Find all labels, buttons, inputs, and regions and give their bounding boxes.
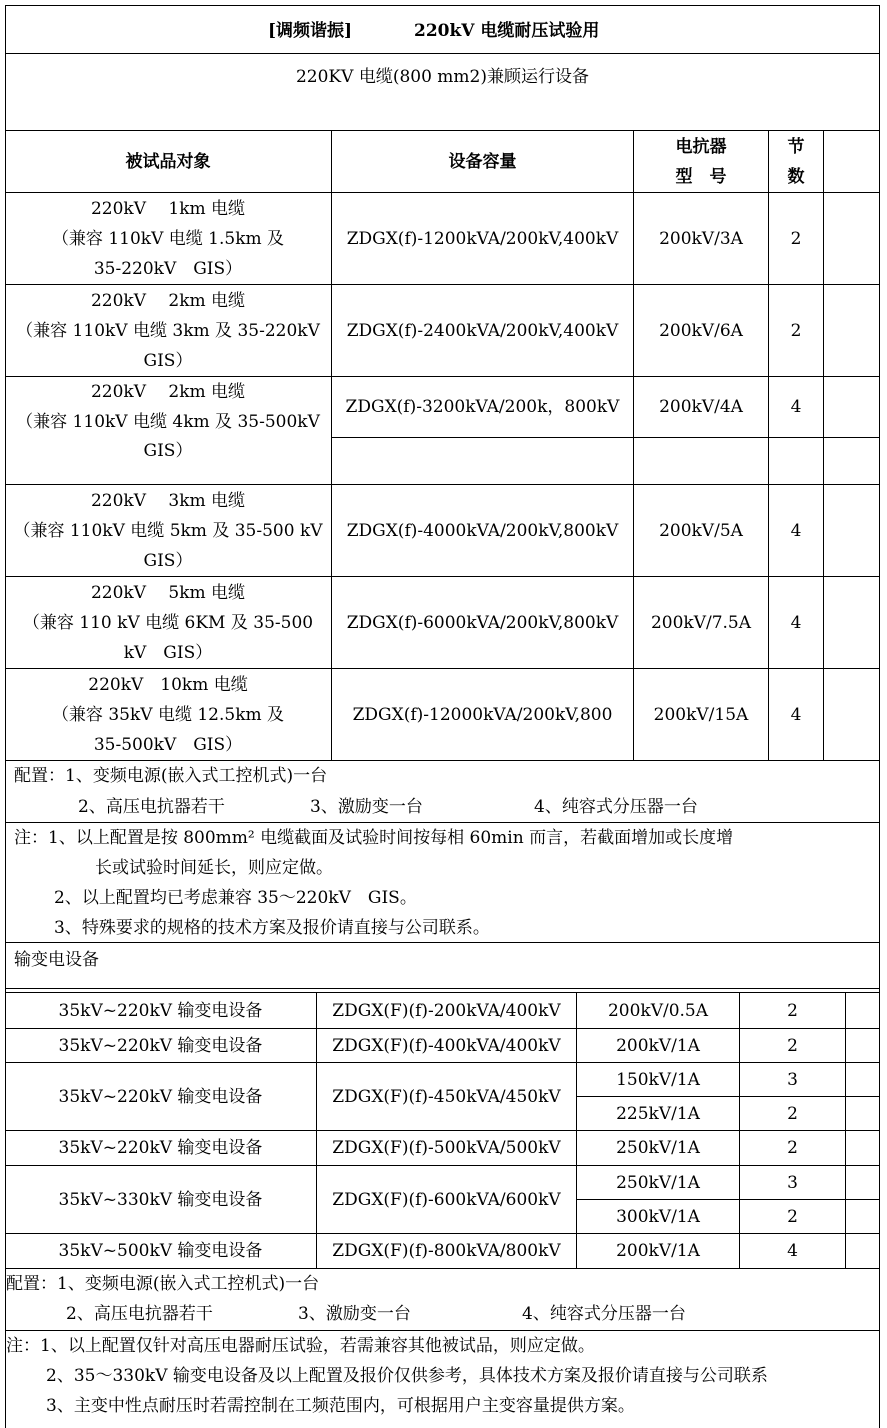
reactor-cell: 200kV/1A bbox=[616, 1035, 700, 1056]
note-line: 3、主变中性点耐压时若需控制在工频范围内，可根据用户主变容量提供方案。 bbox=[46, 1396, 635, 1416]
capacity-cell: ZDGX(f)-6000kVA/200kV,800kV bbox=[346, 612, 619, 633]
table-row: 220kV 10km 电缆 （兼容 35kV 电缆 12.5km 及 35-500kV GIS） bbox=[51, 674, 285, 755]
capacity-cell: ZDGX(f)-12000kVA/200kV,800 bbox=[352, 704, 613, 725]
note-line: 注：1、以上配置仅针对高压电器耐压试验，若需兼容其他被试品，则应定做。 bbox=[6, 1336, 595, 1356]
column-header-object: 被试品对象 bbox=[125, 151, 211, 172]
table-row: 35kV~220kV 输变电设备 bbox=[58, 1035, 263, 1056]
config-item: 3、激励变一台 bbox=[298, 1304, 411, 1324]
reactor-cell: 200kV/3A bbox=[659, 228, 743, 249]
capacity-cell: ZDGX(F)(f)-200kVA/400kV bbox=[332, 1000, 561, 1021]
note-line: 2、35～330kV 输变电设备及以上配置及报价仅供参考，具体技术方案及报价请直接与公司联系 bbox=[46, 1366, 768, 1386]
sections-cell: 4 bbox=[790, 520, 802, 541]
table-row: 220kV 3km 电缆 （兼容 110kV 电缆 5km 及 35-500 kV GIS） bbox=[13, 490, 323, 571]
sections-cell: 3 bbox=[787, 1069, 798, 1090]
reactor-cell: 200kV/1A bbox=[616, 1241, 700, 1261]
config-item: 2、高压电抗器若干 bbox=[66, 1304, 213, 1324]
sections-cell: 2 bbox=[790, 320, 802, 341]
config-line: 配置：1、变频电源(嵌入式工控机式)一台 bbox=[14, 766, 328, 786]
page-title: 220kV 电缆耐压试验用 bbox=[414, 21, 600, 41]
capacity-cell: ZDGX(F)(f)-500kVA/500kV bbox=[332, 1138, 561, 1158]
table-row: 35kV~330kV 输变电设备 bbox=[58, 1189, 263, 1210]
reactor-cell: 200kV/0.5A bbox=[607, 1000, 709, 1021]
reactor-cell: 200kV/15A bbox=[653, 704, 749, 725]
config-line: 配置：1、变频电源(嵌入式工控机式)一台 bbox=[6, 1274, 320, 1294]
reactor-cell: 200kV/5A bbox=[659, 520, 743, 541]
sections-cell: 2 bbox=[787, 1000, 798, 1021]
table-row: 220kV 2km 电缆 （兼容 110kV 电缆 3km 及 35-220kV GIS） bbox=[16, 290, 320, 371]
sections-cell: 2 bbox=[787, 1035, 798, 1056]
section-title: 输变电设备 bbox=[14, 950, 99, 970]
reactor-cell: 200kV/7.5A bbox=[650, 612, 752, 633]
capacity-cell: ZDGX(f)-1200kVA/200kV,400kV bbox=[346, 228, 619, 249]
note-line: 长或试验时间延长，则应定做。 bbox=[95, 858, 333, 878]
page-subtitle: 220KV 电缆(800 mm2)兼顾运行设备 bbox=[295, 67, 589, 87]
capacity-cell: ZDGX(f)-3200kVA/200k，800kV bbox=[345, 397, 620, 417]
sections-cell: 2 bbox=[787, 1138, 798, 1158]
sections-cell: 2 bbox=[787, 1206, 798, 1227]
config-item: 3、激励变一台 bbox=[310, 797, 423, 817]
sections-cell: 4 bbox=[790, 612, 802, 633]
title-tag: [调频谐振] bbox=[268, 21, 353, 41]
capacity-cell: ZDGX(F)(f)-450kVA/450kV bbox=[332, 1086, 561, 1107]
table-row: 35kV~220kV 输变电设备 bbox=[58, 1138, 263, 1158]
table-row-continued: GIS） bbox=[143, 441, 193, 461]
column-header-sections: 节 数 bbox=[787, 136, 805, 187]
reactor-cell: 150kV/1A bbox=[616, 1069, 700, 1090]
reactor-cell: 200kV/6A bbox=[659, 320, 743, 341]
capacity-cell: ZDGX(F)(f)-600kVA/600kV bbox=[332, 1189, 561, 1210]
note-line: 2、以上配置均已考虑兼容 35～220kV GIS。 bbox=[54, 888, 417, 908]
column-header-reactor: 电抗器 型 号 bbox=[675, 136, 727, 187]
table-row: 220kV 2km 电缆 （兼容 110kV 电缆 4km 及 35-500kV bbox=[16, 382, 320, 432]
table-row: 35kV~500kV 输变电设备 bbox=[58, 1241, 263, 1261]
sections-cell: 4 bbox=[787, 1241, 798, 1261]
config-item: 2、高压电抗器若干 bbox=[78, 797, 225, 817]
sections-cell: 2 bbox=[787, 1103, 798, 1124]
config-item: 4、纯容式分压器一台 bbox=[522, 1304, 686, 1324]
reactor-cell: 250kV/1A bbox=[616, 1172, 700, 1193]
capacity-cell: ZDGX(f)-2400kVA/200kV,400kV bbox=[346, 320, 619, 341]
sections-cell: 2 bbox=[790, 228, 802, 249]
reactor-cell: 250kV/1A bbox=[616, 1138, 700, 1158]
capacity-cell: ZDGX(F)(f)-800kVA/800kV bbox=[332, 1241, 561, 1261]
column-header-capacity: 设备容量 bbox=[448, 151, 517, 172]
note-line: 3、特殊要求的规格的技术方案及报价请直接与公司联系。 bbox=[54, 918, 490, 938]
table-row: 35kV~220kV 输变电设备 bbox=[58, 1086, 263, 1107]
capacity-cell: ZDGX(F)(f)-400kVA/400kV bbox=[332, 1035, 561, 1056]
sections-cell: 3 bbox=[787, 1172, 798, 1193]
table-row: 35kV~220kV 输变电设备 bbox=[58, 1000, 263, 1021]
sections-cell: 4 bbox=[790, 704, 802, 725]
reactor-cell: 200kV/4A bbox=[659, 397, 743, 417]
table-row: 220kV 1km 电缆 （兼容 110kV 电缆 1.5km 及 35-220kV GIS） bbox=[51, 198, 285, 279]
note-line: 注：1、以上配置是按 800mm² 电缆截面及试验时间按每相 60min 而言，若截面增加或长度增 bbox=[14, 828, 734, 848]
table-row: 220kV 5km 电缆 （兼容 110 kV 电缆 6KM 及 35-500 kV GIS） bbox=[22, 582, 314, 663]
config-item: 4、纯容式分压器一台 bbox=[534, 797, 698, 817]
reactor-cell: 300kV/1A bbox=[616, 1206, 700, 1227]
capacity-cell: ZDGX(f)-4000kVA/200kV,800kV bbox=[346, 520, 619, 541]
sections-cell: 4 bbox=[790, 397, 802, 417]
reactor-cell: 225kV/1A bbox=[616, 1103, 700, 1124]
